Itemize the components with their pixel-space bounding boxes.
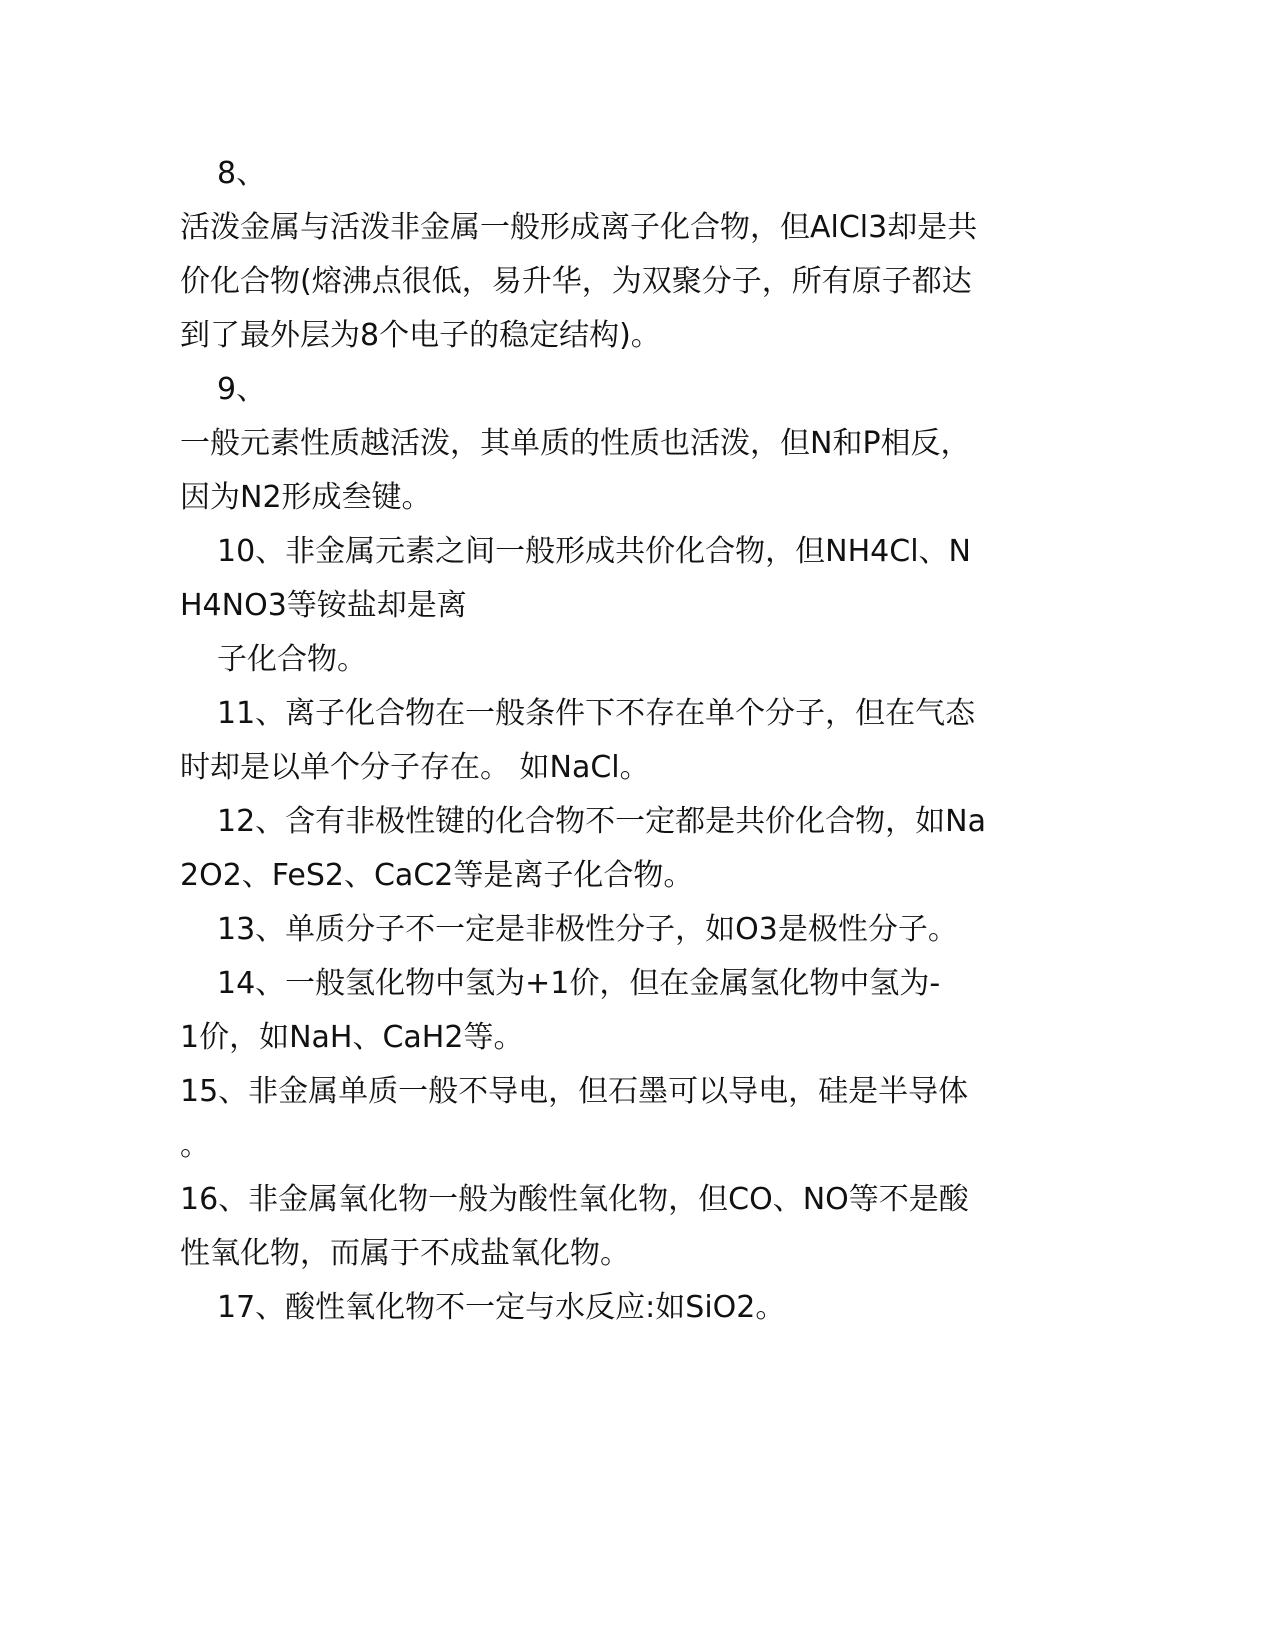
text-line: H4NO3等铵盐却是离 xyxy=(180,588,467,623)
document-body xyxy=(180,147,1040,1335)
text-line: 时却是以单个分子存在。 如NaCl。 xyxy=(180,750,650,785)
text-line: 8、 xyxy=(217,156,267,191)
text-line: 活泼金属与活泼非金属一般形成离子化合物，但AlCl3却是共 xyxy=(180,210,978,245)
text-line: 2O2、FeS2、CaC2等是离子化合物。 xyxy=(180,858,694,893)
text-line: 到了最外层为8个电子的稳定结构)。 xyxy=(180,318,661,353)
text-line: 13、单质分子不一定是非极性分子，如O3是极性分子。 xyxy=(217,912,958,947)
text-line: 17、酸性氧化物不一定与水反应:如SiO2。 xyxy=(217,1290,786,1325)
text-line: 。 xyxy=(180,1128,210,1163)
text-line: 9、 xyxy=(217,372,267,407)
text-line: 因为N2形成叁键。 xyxy=(180,480,432,515)
text-line: 15、非金属单质一般不导电，但石墨可以导电，硅是半导体 xyxy=(180,1074,969,1109)
text-line: 10、非金属元素之间一般形成共价化合物，但NH4Cl、N xyxy=(217,534,971,569)
text-line: 性氧化物，而属于不成盐氧化物。 xyxy=(180,1236,630,1271)
text-line: 1价，如NaH、CaH2等。 xyxy=(180,1020,524,1055)
text-line: 12、含有非极性键的化合物不一定都是共价化合物，如Na xyxy=(217,804,986,839)
text-line: 11、离子化合物在一般条件下不存在单个分子，但在气态 xyxy=(217,696,976,731)
text-line: 子化合物。 xyxy=(217,642,367,677)
text-line: 一般元素性质越活泼，其单质的性质也活泼，但N和P相反， xyxy=(180,426,971,461)
text-line: 价化合物(熔沸点很低，易升华，为双聚分子，所有原子都达 xyxy=(180,264,972,299)
text-line: 16、非金属氧化物一般为酸性氧化物，但CO、NO等不是酸 xyxy=(180,1182,969,1217)
text-line: 14、一般氢化物中氢为+1价，但在金属氢化物中氢为- xyxy=(217,966,941,1001)
